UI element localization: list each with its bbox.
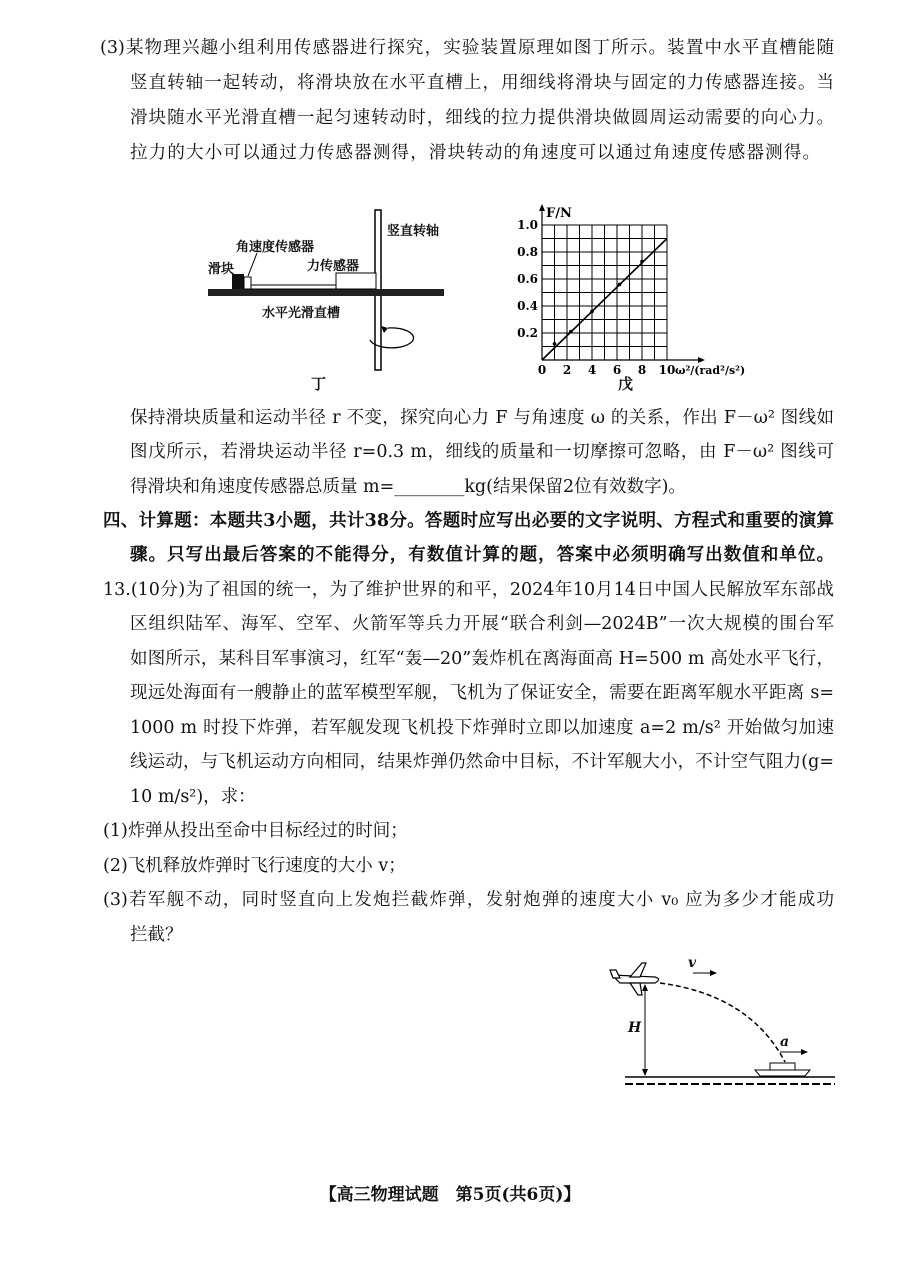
x-tick-label: 2 [562, 363, 572, 377]
data-point [553, 342, 557, 346]
paragraph-line: 保持滑块质量和运动半径 r 不变，探究向心力 F 与角速度 ω 的关系，作出 F－ω² 图线如 [130, 408, 834, 428]
question-line: 现远处海面有一艘静止的蓝军模型军舰，飞机为了保证安全，需要在距离军舰水平距离 s= [130, 683, 834, 703]
y-axis-arrow [539, 204, 545, 211]
y-tick-label: 0.4 [517, 299, 538, 313]
sub-question-2: (2)飞机释放炸弹时飞行速度的大小 v； [103, 856, 406, 876]
question-line: 区组织陆军、海军、空军、火箭军等兵力开展“联合利剑—2024B”一次大规模的围台军 [130, 614, 834, 634]
question-line: 如图所示，某科目军事演习，红军“轰—20”轰炸机在离海面高 H=500 m 高处水平飞行， [130, 649, 834, 669]
x-tick-label: 6 [612, 363, 622, 377]
section-heading: 骤。只写出最后答案的不能得分，有数值计算的题，答案中必须明确写出数值和单位。 [130, 545, 834, 565]
sub-question-1: (1)炸弹从投出至命中目标经过的时间； [103, 821, 408, 841]
paragraph-line: 滑块随水平光滑直槽一起匀速转动时，细线的拉力提供滑块做圆周运动需要的向心力。 [130, 108, 834, 128]
x-tick-label: 10 [658, 363, 676, 377]
page-footer: 【高三物理试题 第5页(共6页)】 [319, 1185, 581, 1205]
force-sensor [336, 273, 376, 289]
paragraph-line: 拉力的大小可以通过力传感器测得，滑块转动的角速度可以通过角速度传感器测得。 [130, 143, 820, 163]
paragraph-line-answer-blank: 得滑块和角速度传感器总质量 m=________kg(结果保留2位有效数字)。 [130, 477, 686, 497]
data-point [569, 330, 573, 334]
data-point [590, 310, 594, 314]
question-line: 线运动，与飞机运动方向相同，结果炸弹仍然命中目标，不计军舰大小，不计空气阻力(g= [130, 752, 834, 772]
paragraph-line: (3)某物理兴趣小组利用传感器进行探究，实验装置原理如图丁所示。装置中水平直槽能随 [100, 38, 834, 58]
angular-velocity-sensor [244, 277, 251, 289]
label-groove: 水平光滑直槽 [262, 306, 341, 321]
caption-wu: 戊 [618, 375, 634, 393]
label-angular-sensor: 角速度传感器 [236, 240, 315, 255]
label-shaft: 竖直转轴 [387, 224, 440, 239]
y-tick-label: 0.8 [517, 245, 538, 259]
x-tick-label: 4 [587, 363, 597, 377]
label-v: v [688, 955, 697, 971]
label-a: a [780, 1034, 790, 1050]
data-point [618, 283, 622, 287]
section-heading: 四、计算题：本题共3小题，共计38分。答题时应写出必要的文字说明、方程式和重要的演算 [103, 511, 834, 531]
ship-icon [755, 1070, 810, 1076]
chart-f-vs-omega-squared [510, 200, 810, 400]
x-tick-label: 8 [637, 363, 647, 377]
paragraph-line: 竖直转轴一起转动，将滑块放在水平直槽上，用细线将滑块与固定的力传感器连接。当 [130, 73, 834, 93]
y-axis-label: F/N [546, 206, 572, 221]
question-line: 10 m/s²)，求： [130, 787, 256, 807]
x-tick-label: 0 [537, 363, 547, 377]
paragraph-line: 图戊所示，若滑块运动半径 r=0.3 m，细线的质量和一切摩擦可忽略，由 F－ω² 图线可 [130, 442, 834, 462]
label-slider: 滑块 [208, 262, 235, 277]
question-line: 1000 m 时投下炸弹，若军舰发现飞机投下炸弹时立即以加速度 a=2 m/s² 开始做匀加速 [130, 718, 834, 738]
figure-bomber-ship [600, 950, 835, 1085]
caption-ding: 丁 [311, 375, 327, 393]
sub-question-3: (3)若军舰不动，同时竖直向上发炮拦截炸弹，发射炮弹的速度大小 v₀ 应为多少才能成功 [103, 890, 834, 910]
question-line: 13.(10分)为了祖国的统一，为了维护世界的和平，2024年10月14日中国人民解放军东部战 [103, 580, 834, 600]
label-force-sensor: 力传感器 [307, 259, 360, 274]
y-tick-label: 1.0 [517, 218, 538, 232]
airplane-icon [610, 963, 659, 995]
label-h: H [628, 1020, 642, 1036]
y-tick-label: 0.6 [517, 272, 538, 286]
sub-question-3-cont: 拦截？ [130, 925, 183, 945]
data-point [640, 260, 644, 264]
y-tick-label: 0.2 [517, 326, 538, 340]
x-axis-label: ω²/(rad²/s²) [675, 364, 746, 377]
horizontal-groove [208, 289, 444, 296]
x-axis-arrow [698, 357, 705, 363]
bomb-trajectory [660, 983, 785, 1062]
